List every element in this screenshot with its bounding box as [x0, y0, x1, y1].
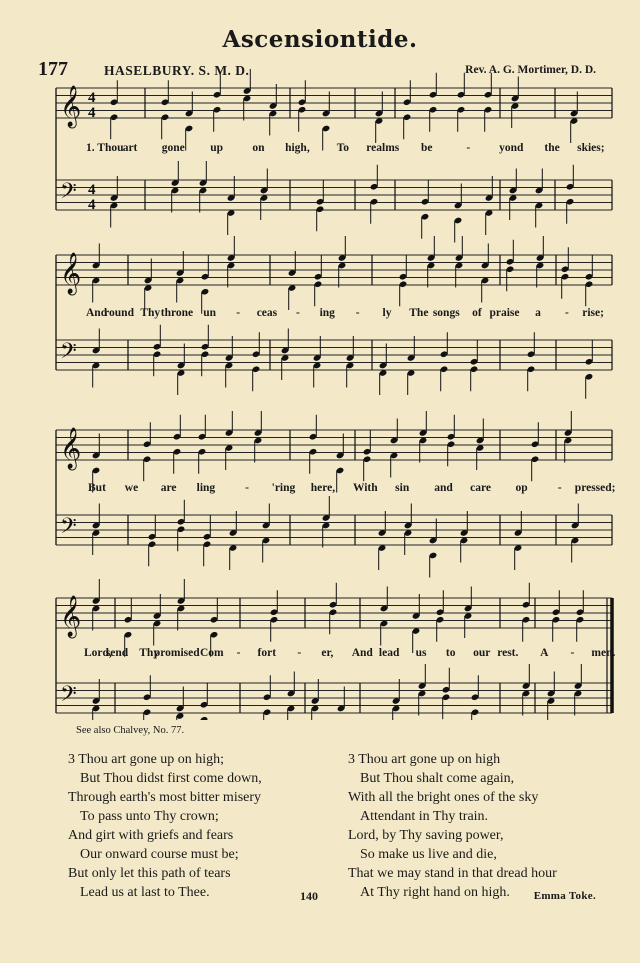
- verse-line: Attendant in Thy train.: [360, 809, 489, 824]
- lyric-word: Thy: [140, 307, 161, 319]
- lyric-hyphen: -: [466, 142, 471, 154]
- lyric-word: realms: [366, 142, 400, 154]
- lyric-word: we: [124, 482, 139, 494]
- verse-line: At Thy right hand on high.: [360, 885, 510, 900]
- bass-clef-icon: 𝄢: [60, 514, 77, 544]
- lyric-word: ceas: [256, 307, 278, 319]
- verse-line: That we may stand in that dread hour: [348, 866, 557, 881]
- treble-clef-icon: 𝄞: [60, 86, 82, 127]
- verse-author-credit: Emma Toke.: [533, 890, 596, 902]
- lyric-word: And: [351, 647, 373, 659]
- hymn-number: 177: [38, 58, 68, 80]
- lyric-hyphen: -: [355, 307, 360, 319]
- verse-line: Through earth's most bitter misery: [68, 790, 262, 805]
- lyric-word: pressed;: [574, 482, 616, 494]
- lyric-word: un: [203, 307, 217, 319]
- lyric-word: throne: [160, 307, 194, 319]
- lyric-hyphen: -: [236, 647, 241, 659]
- lyric-word: send: [105, 647, 129, 659]
- lyric-word: be: [421, 142, 433, 154]
- lyric-word: high,: [285, 142, 310, 154]
- lyric-word: to: [445, 647, 456, 659]
- lyric-word: op: [515, 482, 528, 494]
- time-signature-bottom: 4: [88, 105, 96, 121]
- lyric-word: 'ring: [271, 482, 296, 494]
- treble-clef-icon: 𝄞: [60, 253, 82, 294]
- verse-line: But Thou didst first come down,: [80, 771, 262, 786]
- verse-line: Our onward course must be;: [80, 847, 239, 862]
- note-head: [200, 716, 209, 720]
- lyric-word: sin: [395, 482, 410, 494]
- verse-line: To pass unto Thy crown;: [80, 809, 219, 824]
- section-title: Ascensiontide.: [222, 26, 418, 53]
- lyric-word: Thy: [139, 647, 160, 659]
- see-also-note: See also Chalvey, No. 77.: [76, 725, 185, 736]
- lyric-word: skies;: [577, 142, 605, 154]
- verse-left: [68, 750, 262, 902]
- lyric-word: fort: [257, 647, 277, 659]
- verse-line: And girt with griefs and fears: [68, 828, 234, 843]
- lyric-word: A: [540, 647, 549, 659]
- time-signature-bottom: 4: [88, 197, 96, 213]
- lyric-word: songs: [432, 307, 460, 319]
- treble-clef-icon: 𝄞: [60, 596, 82, 637]
- verse-line: 3 Thou art gone up on high;: [68, 752, 225, 767]
- treble-clef-icon: 𝄞: [60, 428, 82, 469]
- time-signature-top: 4: [88, 90, 96, 106]
- lyric-word: art: [122, 142, 138, 154]
- lyric-word: lead: [378, 647, 400, 659]
- verse-line: Lord, by Thy saving power,: [348, 828, 504, 843]
- lyric-word: of: [472, 307, 482, 319]
- lyric-word: round: [104, 307, 134, 319]
- verse-line: But only let this path of tears: [68, 866, 231, 881]
- lyric-hyphen: -: [297, 647, 302, 659]
- lyric-word: ing: [319, 307, 335, 319]
- verse-line: With all the bright ones of the sky: [348, 790, 539, 805]
- lyric-hyphen: -: [570, 647, 575, 659]
- lyric-word: our: [473, 647, 491, 659]
- lyric-word: here,: [310, 482, 336, 494]
- lyric-word: gone: [161, 142, 185, 154]
- lyric-word: care: [470, 482, 492, 494]
- verse-line: So make us live and die,: [360, 847, 497, 862]
- lyric-word: ling: [196, 482, 216, 494]
- verse-line: Lead us at last to Thee.: [80, 885, 210, 900]
- lyric-hyphen: -: [296, 307, 300, 319]
- lyric-hyphen: -: [245, 482, 249, 494]
- lyric-word: men.: [591, 647, 616, 659]
- lyric-word: up: [210, 142, 223, 154]
- lyric-hyphen: -: [557, 482, 562, 494]
- lyric-hyphen: -: [564, 307, 569, 319]
- lyric-word: rise;: [582, 307, 604, 319]
- lyric-word: To: [336, 142, 350, 154]
- bass-clef-icon: 𝄢: [60, 179, 77, 209]
- tune-name: HASELBURY. S. M. D.: [104, 63, 250, 78]
- lyric-word: rest.: [497, 647, 519, 659]
- bass-clef-icon: 𝄢: [60, 682, 77, 712]
- lyric-word: are: [160, 482, 177, 494]
- lyric-word: and: [434, 482, 453, 494]
- lyric-hyphen: -: [236, 307, 241, 319]
- lyric-word: 1. Thou: [86, 142, 124, 154]
- lyric-word: The: [409, 307, 429, 319]
- lyric-word: er,: [321, 647, 334, 659]
- lyric-word: With: [352, 482, 378, 494]
- bass-clef-icon: 𝄢: [60, 339, 77, 369]
- author-credit: Rev. A. G. Mortimer, D. D.: [465, 64, 596, 76]
- lyric-word: But: [88, 482, 106, 494]
- lyric-word: And: [86, 307, 108, 319]
- page-number: 140: [300, 889, 318, 903]
- lyric-word: ly: [382, 307, 392, 319]
- verse-line: But Thou shalt come again,: [360, 771, 515, 786]
- time-signature-top: 4: [88, 182, 96, 198]
- lyric-word: praise: [489, 307, 520, 319]
- lyric-word: promised: [153, 647, 200, 659]
- lyric-word: a: [535, 307, 541, 319]
- lyric-word: on: [252, 142, 265, 154]
- lyric-word: Com: [199, 647, 224, 659]
- lyric-word: yond: [499, 142, 524, 154]
- lyric-word: Lord,: [84, 647, 112, 659]
- lyric-word: us: [415, 647, 427, 659]
- lyric-word: the: [544, 142, 560, 154]
- verse-line: 3 Thou art gone up on high: [348, 752, 501, 767]
- verse-right: [348, 750, 557, 902]
